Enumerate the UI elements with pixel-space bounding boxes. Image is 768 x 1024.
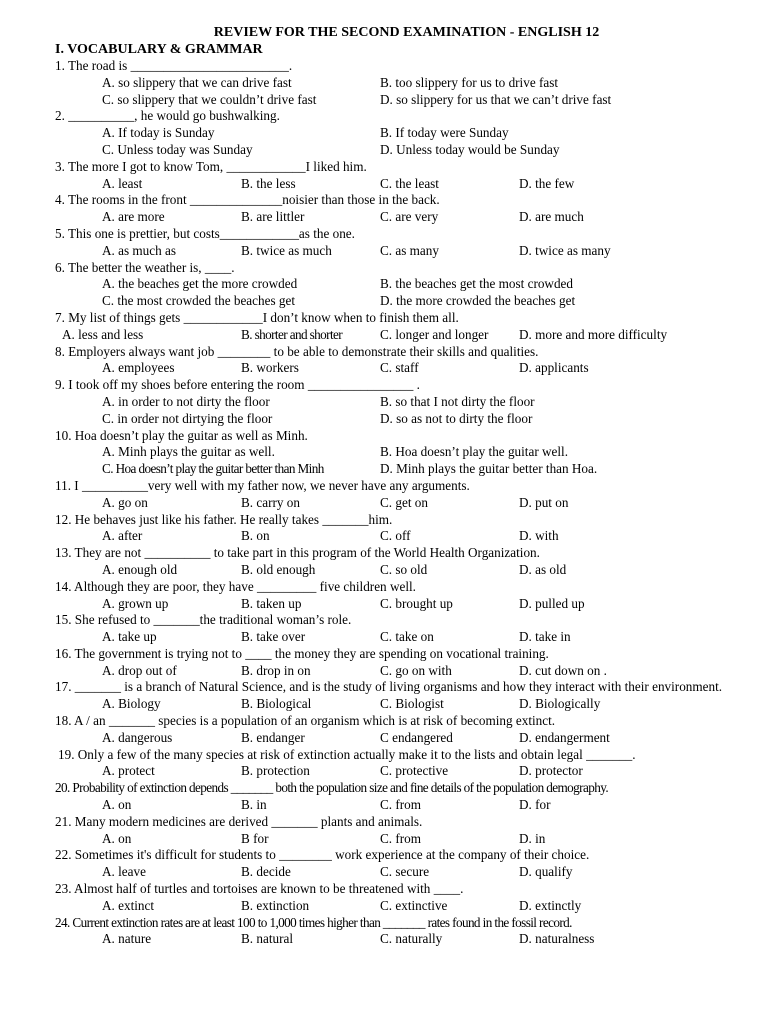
options-row xyxy=(55,75,728,92)
options-row xyxy=(55,898,728,915)
options-row xyxy=(55,444,728,461)
question-block xyxy=(55,579,728,613)
answer-option: D. take in xyxy=(519,629,571,645)
answer-option: D. Minh plays the guitar better than Hoa. xyxy=(380,461,598,477)
answer-option: A. are more xyxy=(102,209,165,225)
answer-option: D. for xyxy=(519,797,551,813)
options-row xyxy=(55,596,728,613)
options-row xyxy=(55,276,728,293)
answer-option: B. endanger xyxy=(241,729,305,745)
answer-option: A. Biology xyxy=(102,696,161,712)
question-text: 12. He behaves just like his father. He really takes _______him. xyxy=(55,511,393,527)
answer-option: B. protection xyxy=(241,763,310,779)
answer-option: D. cut down on . xyxy=(519,662,607,678)
answer-option: A. employees xyxy=(102,360,175,376)
answer-option: A. so slippery that we can drive fast xyxy=(102,74,292,90)
options-row xyxy=(55,176,728,193)
question-text: 15. She refused to _______the traditional woman’s role. xyxy=(55,612,352,628)
answer-option: D. put on xyxy=(519,494,569,510)
answer-option: C. from xyxy=(380,797,422,813)
document-title: REVIEW FOR THE SECOND EXAMINATION - ENGLISH 12 xyxy=(213,25,600,40)
answer-option: C endangered xyxy=(380,729,453,745)
answer-option: C. as many xyxy=(380,242,439,258)
question-block xyxy=(55,612,728,646)
answer-option: A. in order to not dirty the floor xyxy=(102,393,270,409)
question-block xyxy=(55,478,728,512)
question-text: 5. This one is prettier, but costs____________as the one. xyxy=(55,225,355,241)
answer-option: D. extinctly xyxy=(519,897,582,913)
answer-option: C. so old xyxy=(380,561,428,577)
options-row xyxy=(55,125,728,142)
question-block xyxy=(55,310,728,344)
question-block xyxy=(55,377,728,427)
options-row xyxy=(55,142,728,159)
answer-option: A. after xyxy=(102,528,143,544)
options-row xyxy=(55,293,728,310)
answer-option: A. If today is Sunday xyxy=(102,125,215,141)
options-row xyxy=(55,663,728,680)
question-text: 8. Employers always want job ________ to be able to demonstrate their skills and qualities. xyxy=(55,343,539,359)
question-text: 1. The road is ________________________. xyxy=(55,58,293,73)
question-block xyxy=(55,881,728,915)
answer-option: B. Hoa doesn’t play the guitar well. xyxy=(380,444,569,460)
question-text: 9. I took off my shoes before entering the room ________________ . xyxy=(55,377,420,393)
question-block xyxy=(55,428,728,478)
question-text: 23. Almost half of turtles and tortoises are known to be threatened with ____. xyxy=(55,881,464,897)
question-block xyxy=(55,747,728,781)
options-row xyxy=(55,528,728,545)
answer-option: C. staff xyxy=(380,360,419,376)
answer-option: A. on xyxy=(102,830,132,846)
answer-option: B. extinction xyxy=(241,897,310,913)
options-row xyxy=(55,931,728,948)
answer-option: C. Unless today was Sunday xyxy=(102,141,253,157)
answer-option: A. protect xyxy=(102,763,155,779)
question-block xyxy=(55,58,728,108)
question-block xyxy=(55,108,728,158)
answer-option: B. decide xyxy=(241,864,291,880)
answer-option: D. as old xyxy=(519,561,567,577)
question-block xyxy=(55,192,728,226)
question-block xyxy=(55,159,728,193)
answer-option: A. leave xyxy=(102,864,146,880)
answer-option: B. workers xyxy=(241,360,299,376)
answer-option: D. pulled up xyxy=(519,595,585,611)
options-row xyxy=(55,209,728,226)
options-row xyxy=(55,495,728,512)
question-text: 16. The government is trying not to ____ the money they are spending on vocational training. xyxy=(55,645,549,661)
question-block xyxy=(55,226,728,260)
answer-option: B. shorter and shorter xyxy=(241,326,343,342)
answer-option: B. so that I not dirty the floor xyxy=(380,393,535,409)
answer-option: B. on xyxy=(241,528,270,544)
answer-option: B. too slippery for us to drive fast xyxy=(380,74,559,90)
answer-option: B. the beaches get the most crowded xyxy=(380,276,573,292)
question-block xyxy=(55,545,728,579)
answer-option: B. taken up xyxy=(241,595,302,611)
answer-option: A. take up xyxy=(102,629,157,645)
answer-option: A. as much as xyxy=(102,242,176,258)
answer-option: B. in xyxy=(241,797,267,813)
answer-option: D. so slippery for us that we can’t drive fast xyxy=(380,91,612,107)
answer-option: C. secure xyxy=(380,864,430,880)
answer-option: D. applicants xyxy=(519,360,589,376)
answer-option: D. so as not to dirty the floor xyxy=(380,410,533,426)
options-row xyxy=(55,243,728,260)
answer-option: B. are littler xyxy=(241,209,305,225)
answer-option: D. with xyxy=(519,528,559,544)
question-text: 7. My list of things gets ____________I don’t know when to finish them all. xyxy=(55,309,459,325)
answer-option: C. from xyxy=(380,830,422,846)
answer-option: D. are much xyxy=(519,209,584,225)
answer-option: C. Hoa doesn’t play the guitar better than Minh xyxy=(102,461,324,477)
answer-option: C. go on with xyxy=(380,662,452,678)
answer-option: B. twice as much xyxy=(241,242,332,258)
options-row xyxy=(55,327,728,344)
options-row xyxy=(55,411,728,428)
options-row xyxy=(55,797,728,814)
options-row xyxy=(55,763,728,780)
answer-option: B. carry on xyxy=(241,494,300,510)
answer-option: A. drop out of xyxy=(102,662,177,678)
question-text: 17. _______ is a branch of Natural Science, and is the study of living organisms and how they interact with their environment. xyxy=(55,679,723,695)
answer-option: D. qualify xyxy=(519,864,573,880)
question-text: 24. Current extinction rates are at least 100 to 1,000 times higher than _______ rates found in the fossil record. xyxy=(55,914,572,930)
answer-option: B. natural xyxy=(241,931,294,947)
question-block xyxy=(55,847,728,881)
question-block xyxy=(55,646,728,680)
answer-option: A. on xyxy=(102,797,132,813)
question-text: 3. The more I got to know Tom, ____________I liked him. xyxy=(55,158,367,174)
options-row xyxy=(55,394,728,411)
answer-option: A. extinct xyxy=(102,897,155,913)
options-row xyxy=(55,730,728,747)
answer-option: A. go on xyxy=(102,494,148,510)
answer-option: C. Biologist xyxy=(380,696,444,712)
options-row xyxy=(55,92,728,109)
answer-option: A. grown up xyxy=(102,595,169,611)
answer-option: A. the beaches get the more crowded xyxy=(102,276,298,292)
question-text: 14. Although they are poor, they have _________ five children well. xyxy=(55,578,416,594)
answer-option: C. off xyxy=(380,528,411,544)
answer-option: B. take over xyxy=(241,629,306,645)
options-row xyxy=(55,629,728,646)
options-row xyxy=(55,360,728,377)
answer-option: C. the most crowded the beaches get xyxy=(102,293,295,309)
question-block xyxy=(55,344,728,378)
answer-option: B. If today were Sunday xyxy=(380,125,509,141)
options-row xyxy=(55,831,728,848)
answer-option: C. the least xyxy=(380,175,439,191)
answer-option: D. endangerment xyxy=(519,729,610,745)
answer-option: A. least xyxy=(102,175,143,191)
options-row xyxy=(55,562,728,579)
answer-option: C. extinctive xyxy=(380,897,448,913)
answer-option: D. the more crowded the beaches get xyxy=(380,293,576,309)
question-text: 13. They are not __________ to take part in this program of the World Health Organization. xyxy=(55,545,540,561)
question-block xyxy=(55,512,728,546)
question-block xyxy=(55,780,728,814)
question-text: 2. __________, he would go bushwalking. xyxy=(55,108,280,124)
answer-option: B. the less xyxy=(241,175,296,191)
answer-option: A. enough old xyxy=(102,561,178,577)
question-text: 18. A / an _______ species is a population of an organism which is at risk of becoming extinct. xyxy=(55,713,556,729)
answer-option: C. brought up xyxy=(380,595,453,611)
options-row xyxy=(55,864,728,881)
answer-option: D. naturalness xyxy=(519,931,595,947)
question-text: 19. Only a few of the many species at risk of extinction actually make it to the lists and obtain legal _______. xyxy=(58,746,636,762)
answer-option: D. Biologically xyxy=(519,696,601,712)
question-text: 22. Sometimes it's difficult for students to ________ work experience at the company of their choice. xyxy=(55,847,590,863)
question-text: 20. Probability of extinction depends _______ both the population size and fine details of the population demography. xyxy=(55,780,609,796)
answer-option: B for xyxy=(241,830,269,846)
question-text: 11. I __________very well with my father now, we never have any arguments. xyxy=(55,477,470,493)
answer-option: C. so slippery that we couldn’t drive fast xyxy=(102,91,317,107)
answer-option: D. the few xyxy=(519,175,575,191)
answer-option: C. naturally xyxy=(380,931,443,947)
question-block xyxy=(55,915,728,949)
answer-option: B. Biological xyxy=(241,696,312,712)
answer-option: D. in xyxy=(519,830,546,846)
answer-option: C. take on xyxy=(380,629,434,645)
answer-option: C. get on xyxy=(380,494,428,510)
answer-option: D. twice as many xyxy=(519,242,611,258)
answer-option: C. longer and longer xyxy=(380,326,489,342)
answer-option: D. protector xyxy=(519,763,583,779)
answer-option: A. Minh plays the guitar as well. xyxy=(102,444,275,460)
question-text: 21. Many modern medicines are derived _______ plants and animals. xyxy=(55,813,423,829)
options-row xyxy=(55,696,728,713)
section-heading: I. VOCABULARY & GRAMMAR xyxy=(55,42,263,57)
question-block xyxy=(55,713,728,747)
answer-option: A. nature xyxy=(102,931,152,947)
answer-option: A. less and less xyxy=(62,326,144,342)
answer-option: B. drop in on xyxy=(241,662,311,678)
answer-option: C. in order not dirtying the floor xyxy=(102,410,273,426)
answer-option: B. old enough xyxy=(241,561,316,577)
answer-option: A. dangerous xyxy=(102,729,173,745)
answer-option: D. more and more difficulty xyxy=(519,326,668,342)
question-block xyxy=(55,260,728,310)
question-block xyxy=(55,814,728,848)
question-text: 10. Hoa doesn’t play the guitar as well as Minh. xyxy=(55,427,308,443)
question-text: 4. The rooms in the front ______________noisier than those in the back. xyxy=(55,192,440,208)
options-row xyxy=(55,461,728,478)
question-text: 6. The better the weather is, ____. xyxy=(55,259,235,275)
answer-option: C. protective xyxy=(380,763,449,779)
answer-option: C. are very xyxy=(380,209,439,225)
question-list xyxy=(55,58,728,948)
answer-option: D. Unless today would be Sunday xyxy=(380,141,560,157)
question-block xyxy=(55,679,728,713)
